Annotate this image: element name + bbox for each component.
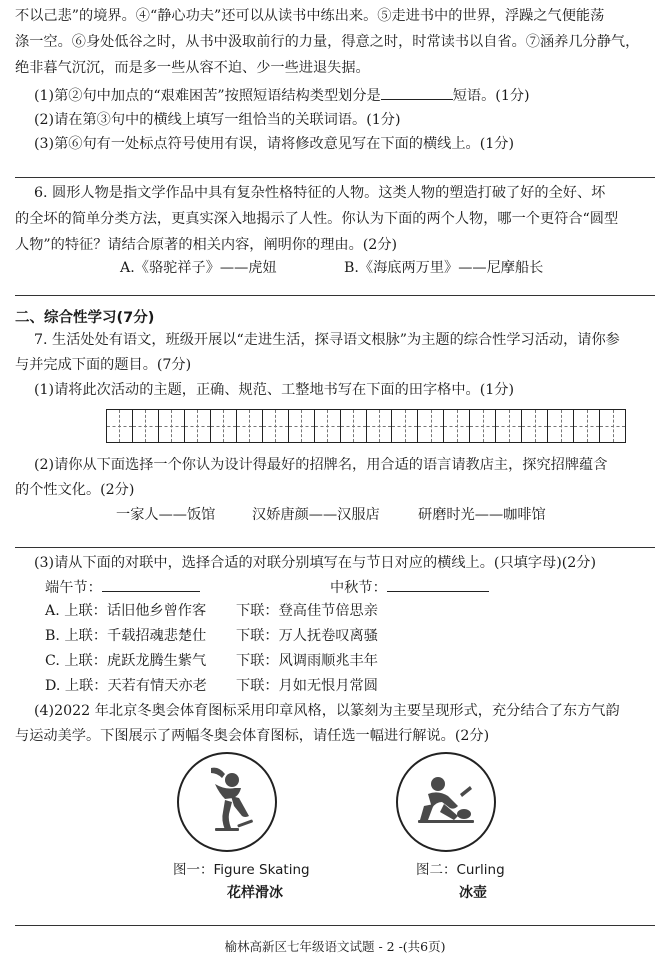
grid-cell[interactable] (367, 410, 393, 442)
grid-cell[interactable] (418, 410, 444, 442)
tianzige-grid[interactable] (106, 409, 626, 443)
q5-answer-line[interactable] (15, 177, 655, 178)
mid-autumn-blank[interactable] (387, 591, 489, 592)
grid-cell[interactable] (315, 410, 341, 442)
q5-sub1-text: (1)第②句中加点的“艰难困苦”按照短语结构类型划分是 (34, 88, 381, 104)
grid-cell[interactable] (522, 410, 548, 442)
grid-cell[interactable] (470, 410, 496, 442)
figure-2-chinese-name: 冰壶 (459, 885, 487, 901)
section-2-title: 二、综合性学习(7分) (15, 310, 155, 326)
curling-pictogram (396, 752, 496, 852)
q7-sub2-line-1: (2)请你从下面选择一个你认为设计得最好的招牌名，用合适的语言请教店主，探究招牌蕴含 (34, 457, 608, 473)
intro-line-2: 涤一空。⑥身处低谷之时，从书中汲取前行的力量，得意之时，时常读书以自省。⑦涵养几分静气， (15, 34, 640, 50)
mid-autumn-label: 中秋节： (330, 580, 387, 596)
q6-answer-line[interactable] (15, 295, 655, 296)
grid-cell[interactable] (263, 410, 289, 442)
mid-autumn-field (330, 578, 489, 598)
q5-sub1 (34, 86, 530, 106)
grid-cell[interactable] (341, 410, 367, 442)
couplet-a-lower: 下联：登高佳节倍思亲 (236, 603, 378, 619)
q5-sub1-tail: 短语。(1分) (452, 88, 530, 104)
grid-cell[interactable] (159, 410, 185, 442)
couplet-d-lower: 下联：月如无恨月常圆 (236, 678, 378, 694)
sign-option-2: 汉娇唐颜——汉服店 (252, 507, 380, 523)
grid-cell[interactable] (574, 410, 600, 442)
grid-cell[interactable] (600, 410, 625, 442)
intro-line-3: 绝非暮气沉沉，而是多一些从容不迫、少一些进退失据。 (15, 60, 370, 76)
grid-cell[interactable] (211, 410, 237, 442)
sign-option-1: 一家人——饭馆 (116, 507, 216, 523)
q5-sub3: (3)第⑥句有一处标点符号使用有误，请将修改意见写在下面的横线上。(1分) (34, 136, 515, 152)
q6-option-b: B.《海底两万里》——尼摩船长 (344, 260, 544, 276)
couplet-c-lower: 下联：风调雨顺兆丰年 (236, 653, 378, 669)
couplet-a-upper: A. 上联：话旧他乡曾作客 (45, 603, 207, 619)
dragon-boat-field (45, 578, 200, 598)
q6-line-3: 人物”的特征？请结合原著的相关内容，阐明你的理由。(2分) (15, 237, 398, 253)
grid-cell[interactable] (444, 410, 470, 442)
grid-cell[interactable] (237, 410, 263, 442)
bottom-answer-line[interactable] (15, 925, 655, 926)
figure-1-caption: 图一：Figure Skating (173, 862, 310, 878)
couplet-b-lower: 下联：万人抚卷叹离骚 (236, 628, 378, 644)
q7-line-1: 7. 生活处处有语文，班级开展以“走进生活，探寻语文根脉”为主题的综合性学习活动，请你参 (34, 332, 620, 348)
q7-sub2-answer-line[interactable] (15, 547, 655, 548)
grid-cell[interactable] (107, 410, 133, 442)
q7-sub3: (3)请从下面的对联中，选择合适的对联分别填写在与节日对应的横线上。(只填字母)(2分) (34, 555, 597, 571)
q7-sub4-line-1: (4)2022 年北京冬奥会体育图标采用印章风格，以篆刻为主要呈现形式，充分结合了东方气韵 (34, 703, 620, 719)
q6-line-1: 6. 圆形人物是指文学作品中具有复杂性格特征的人物。这类人物的塑造打破了好的全好、坏 (34, 185, 606, 201)
couplet-b-upper: B. 上联：千载招魂悲楚仕 (45, 628, 207, 644)
figure-skating-pictogram (177, 752, 277, 852)
page-footer: 榆林高新区七年级语文试题 - 2 -(共6页) (224, 939, 446, 954)
grid-cell[interactable] (185, 410, 211, 442)
dragon-boat-label: 端午节： (45, 580, 102, 596)
grid-cell[interactable] (289, 410, 315, 442)
sign-option-3: 研磨时光——咖啡馆 (418, 507, 546, 523)
couplet-c-upper: C. 上联：虎跃龙腾生紫气 (45, 653, 207, 669)
q6-line-2: 的全坏的简单分类方法，更真实深入地揭示了人性。你认为下面的两个人物，哪一个更符合“圆型 (15, 211, 619, 227)
figure-1-chinese-name: 花样滑冰 (227, 885, 283, 901)
intro-line-1: 不以己悲”的境界。④“静心功夫”还可以从读书中练出来。⑤走进书中的世界，浮躁之气便能荡 (15, 8, 605, 24)
figure-2-caption: 图二：Curling (416, 862, 505, 878)
q7-sub4-line-2: 与运动美学。下图展示了两幅冬奥会体育图标，请任选一幅进行解说。(2分) (15, 728, 490, 744)
curling-icon (398, 754, 494, 850)
grid-cell[interactable] (496, 410, 522, 442)
grid-cell[interactable] (133, 410, 159, 442)
couplet-d-upper: D. 上联：天若有情天亦老 (45, 678, 207, 694)
grid-cell[interactable] (392, 410, 418, 442)
q5-sub2: (2)请在第③句中的横线上填写一组恰当的关联词语。(1分) (34, 112, 401, 128)
dragon-boat-blank[interactable] (102, 591, 200, 592)
q5-sub1-blank[interactable] (381, 99, 453, 100)
q7-sub1: (1)请将此次活动的主题，正确、规范、工整地书写在下面的田字格中。(1分) (34, 382, 515, 398)
q7-sub2-line-2: 的个性文化。(2分) (15, 482, 135, 498)
grid-cell[interactable] (548, 410, 574, 442)
q7-line-2: 与并完成下面的题目。(7分) (15, 357, 192, 373)
figure-skating-icon (179, 754, 275, 850)
q6-option-a: A.《骆驼祥子》——虎妞 (120, 260, 277, 276)
